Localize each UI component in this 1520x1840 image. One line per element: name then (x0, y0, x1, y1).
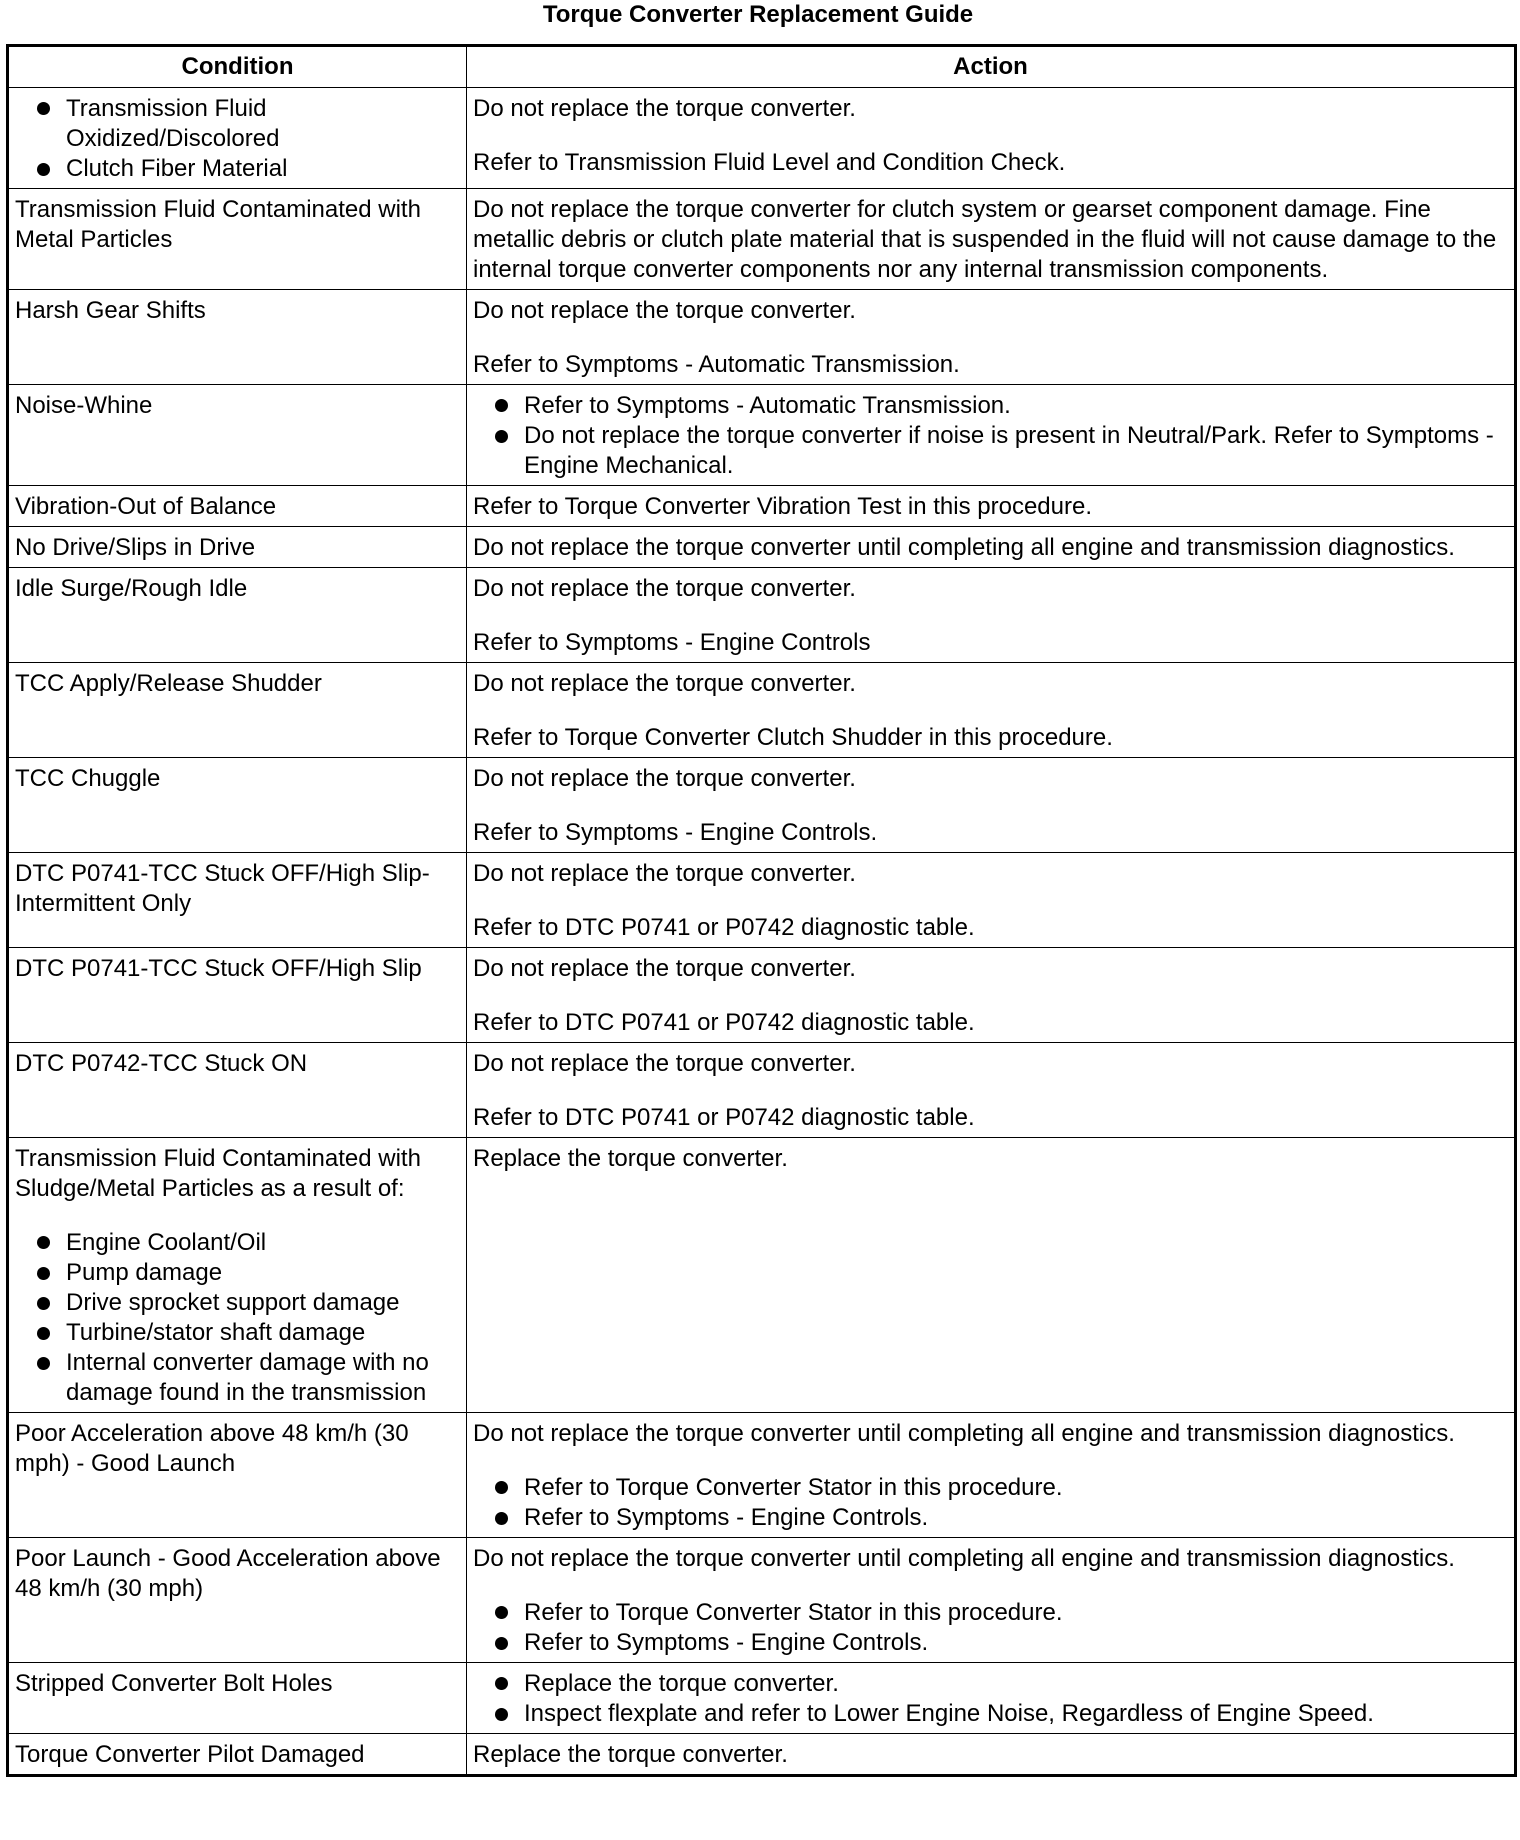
bullet-item (473, 391, 1508, 421)
table-row (8, 189, 1516, 290)
cell-text: No Drive/Slips in Drive (15, 534, 256, 561)
condition-cell (8, 1538, 467, 1663)
table-row (8, 385, 1516, 486)
table-row (8, 1538, 1516, 1663)
cell-text: Noise-Whine (15, 392, 153, 419)
cell-text: Refer to Torque Converter Clutch Shudder in this procedure. (473, 724, 1113, 751)
action-cell (467, 568, 1516, 663)
table-row (8, 1043, 1516, 1138)
page-title: Torque Converter Replacement Guide (542, 1, 974, 28)
action-cell (467, 189, 1516, 290)
cell-text: Do not replace the torque converter. (473, 95, 856, 122)
bullet-item (15, 1348, 460, 1408)
table-row (8, 758, 1516, 853)
action-cell (467, 758, 1516, 853)
condition-cell (8, 385, 467, 486)
bullet-item (15, 94, 460, 154)
action-cell (467, 663, 1516, 758)
cell-text: Refer to Symptoms - Engine Controls (473, 629, 871, 656)
cell-text: DTC P0741-TCC Stuck OFF/High Slip-Intermittent Only (15, 860, 430, 917)
condition-cell (8, 1663, 467, 1734)
bullet-item (473, 1628, 1508, 1658)
table-row (8, 290, 1516, 385)
column-header-condition: Condition (8, 46, 467, 88)
condition-cell (8, 758, 467, 853)
cell-text: Do not replace the torque converter. (473, 575, 856, 602)
cell-text: Transmission Fluid Contaminated with Metal Particles (15, 196, 421, 253)
bullet-item (15, 1258, 460, 1288)
bullet-item-text: Clutch Fiber Material (66, 155, 288, 182)
cell-text: Torque Converter Pilot Damaged (15, 1741, 365, 1768)
cell-text: Do not replace the torque converter until completing all engine and transmission diagnostics. (473, 534, 1455, 561)
bullet-item (15, 1288, 460, 1318)
cell-text: Refer to DTC P0741 or P0742 diagnostic table. (473, 914, 975, 941)
condition-cell (8, 1043, 467, 1138)
condition-cell (8, 290, 467, 385)
bullet-item-text: Refer to Symptoms - Engine Controls. (524, 1629, 929, 1656)
cell-text: Poor Acceleration above 48 km/h (30 mph) - Good Launch (15, 1420, 409, 1477)
table-row (8, 486, 1516, 527)
bullet-item (15, 1318, 460, 1348)
cell-text: Do not replace the torque converter. (473, 860, 856, 887)
cell-text: Replace the torque converter. (473, 1145, 788, 1172)
bullet-item-text: Engine Coolant/Oil (66, 1229, 267, 1256)
cell-text: Refer to Transmission Fluid Level and Condition Check. (473, 149, 1066, 176)
bullet-list (15, 1228, 460, 1408)
header-row (8, 46, 1516, 88)
bullet-item (473, 1669, 1508, 1699)
bullet-item (473, 1598, 1508, 1628)
action-cell (467, 1413, 1516, 1538)
cell-text: DTC P0741-TCC Stuck OFF/High Slip (15, 955, 422, 982)
table-row (8, 663, 1516, 758)
bullet-list (473, 1598, 1508, 1658)
cell-text: TCC Chuggle (15, 765, 161, 792)
condition-cell (8, 1413, 467, 1538)
condition-cell (8, 948, 467, 1043)
bullet-item-text: Do not replace the torque converter if noise is present in Neutral/Park. Refer to Symptoms - Engine Mechanical. (524, 422, 1494, 479)
bullet-list (473, 1473, 1508, 1533)
table-row (8, 1663, 1516, 1734)
table-row (8, 1138, 1516, 1413)
bullet-item-text: Inspect flexplate and refer to Lower Engine Noise, Regardless of Engine Speed. (524, 1700, 1374, 1727)
condition-cell (8, 486, 467, 527)
condition-cell (8, 1138, 467, 1413)
bullet-item (473, 1699, 1508, 1729)
cell-text: Do not replace the torque converter until completing all engine and transmission diagnostics. (473, 1420, 1455, 1447)
bullet-list (15, 94, 460, 184)
table-row (8, 568, 1516, 663)
action-cell (467, 527, 1516, 568)
bullet-list (473, 1669, 1508, 1729)
action-cell (467, 1663, 1516, 1734)
bullet-item-text: Replace the torque converter. (524, 1670, 839, 1697)
condition-cell (8, 853, 467, 948)
cell-text: Do not replace the torque converter. (473, 765, 856, 792)
cell-text: Do not replace the torque converter until completing all engine and transmission diagnostics. (473, 1545, 1455, 1572)
condition-cell (8, 568, 467, 663)
condition-cell (8, 527, 467, 568)
cell-text: Do not replace the torque converter. (473, 670, 856, 697)
cell-text: Refer to Symptoms - Automatic Transmission. (473, 351, 960, 378)
bullet-item-text: Drive sprocket support damage (66, 1289, 400, 1316)
table-row (8, 527, 1516, 568)
bullet-item (15, 1228, 460, 1258)
action-cell (467, 385, 1516, 486)
cell-text: Stripped Converter Bolt Holes (15, 1670, 333, 1697)
action-cell (467, 948, 1516, 1043)
bullet-item-text: Refer to Torque Converter Stator in this procedure. (524, 1474, 1063, 1501)
cell-text: DTC P0742-TCC Stuck ON (15, 1050, 308, 1077)
cell-text: Vibration-Out of Balance (15, 493, 277, 520)
table-row (8, 853, 1516, 948)
table-row (8, 1413, 1516, 1538)
bullet-item-text: Refer to Torque Converter Stator in this procedure. (524, 1599, 1063, 1626)
bullet-item-text: Pump damage (66, 1259, 223, 1286)
bullet-item-text: Transmission Fluid Oxidized/Discolored (66, 95, 280, 152)
bullet-item (473, 1473, 1508, 1503)
bullet-item (473, 421, 1508, 481)
cell-text: Idle Surge/Rough Idle (15, 575, 248, 602)
cell-text: Refer to DTC P0741 or P0742 diagnostic table. (473, 1104, 975, 1131)
cell-text: TCC Apply/Release Shudder (15, 670, 322, 697)
action-cell (467, 1138, 1516, 1413)
action-cell (467, 1734, 1516, 1776)
cell-text: Transmission Fluid Contaminated with Sludge/Metal Particles as a result of: (15, 1145, 421, 1202)
action-cell (467, 290, 1516, 385)
cell-text: Do not replace the torque converter. (473, 1050, 856, 1077)
condition-cell (8, 189, 467, 290)
bullet-item-text: Refer to Symptoms - Engine Controls. (524, 1504, 929, 1531)
bullet-item (473, 1503, 1508, 1533)
action-cell (467, 1043, 1516, 1138)
condition-cell (8, 88, 467, 189)
bullet-item-text: Turbine/stator shaft damage (66, 1319, 366, 1346)
cell-text: Do not replace the torque converter. (473, 297, 856, 324)
action-cell (467, 1538, 1516, 1663)
action-cell (467, 486, 1516, 527)
bullet-item (15, 154, 460, 184)
action-cell (467, 88, 1516, 189)
action-cell (467, 853, 1516, 948)
cell-text: Do not replace the torque converter. (473, 955, 856, 982)
cell-text: Refer to Symptoms - Engine Controls. (473, 819, 878, 846)
table-row (8, 1734, 1516, 1776)
cell-text: Refer to Torque Converter Vibration Test in this procedure. (473, 493, 1093, 520)
table-row (8, 948, 1516, 1043)
cell-text: Do not replace the torque converter for clutch system or gearset component damage. Fine metallic debris or clutch plate material that is suspended in the fluid will not cause damage to the internal torque converter components nor any internal transmission components. (473, 196, 1497, 283)
cell-text: Replace the torque converter. (473, 1741, 788, 1768)
table-row (8, 88, 1516, 189)
bullet-item-text: Internal converter damage with no damage found in the transmission (66, 1349, 429, 1406)
condition-cell (8, 1734, 467, 1776)
cell-text: Harsh Gear Shifts (15, 297, 206, 324)
cell-text: Poor Launch - Good Acceleration above 48 km/h (30 mph) (15, 1545, 441, 1602)
replacement-guide-table (6, 44, 1517, 1777)
bullet-list (473, 391, 1508, 481)
column-header-action: Action (467, 46, 1516, 88)
condition-cell (8, 663, 467, 758)
cell-text: Refer to DTC P0741 or P0742 diagnostic table. (473, 1009, 975, 1036)
bullet-item-text: Refer to Symptoms - Automatic Transmission. (524, 392, 1011, 419)
